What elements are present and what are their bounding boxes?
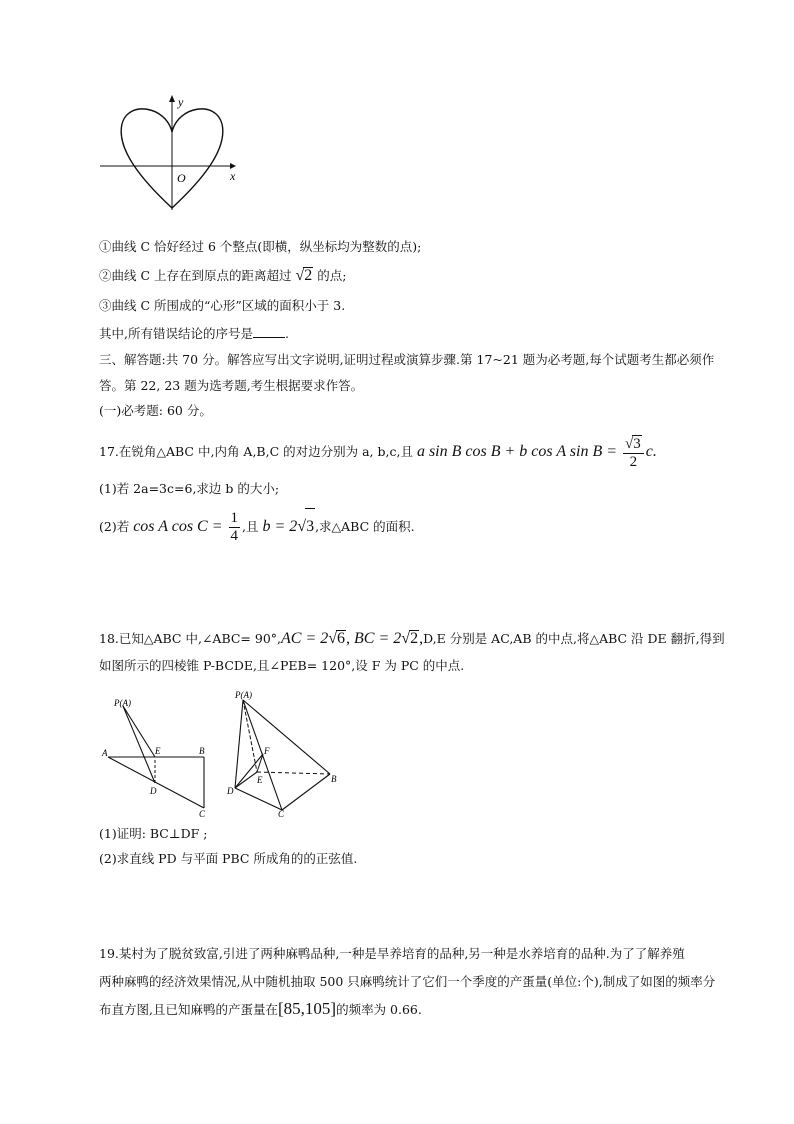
q18-stem: 18.已知△ABC 中,∠ABC= 90°,AC = 2√6, BC = 2√2,D,E 分别是 AC,AB 的中点,将△ABC 沿 DE 翻折,得到 [99,630,725,647]
q18-radicand-ac: 6 [337,630,346,647]
edge-eb-dashed [257,772,330,774]
required-questions-header: (一)必考题: 60 分。 [99,403,212,418]
q17-frac-denominator: 2 [629,453,638,470]
segment-pe [123,706,155,757]
answer-blank [253,325,285,338]
label-d: D [150,786,157,796]
label-e-right: E [257,775,263,785]
edge-pd [235,700,243,788]
label-a: A [102,748,108,758]
q18-stem-text: 18.已知△ABC 中,∠ABC= 90°, [99,631,282,646]
wrong-conclusion-question [99,325,289,342]
segment-ac [108,757,204,808]
q17-part2-fraction [229,510,241,545]
q17-frac-numerator: 3 [633,435,641,452]
q17-part2-formula: cos A cos C = [133,518,223,535]
q18-formula-bc: BC = 2 [354,630,402,647]
section-instructions-line1: 三、解答题:共 70 分。解答应写出文字说明,证明过程或演算步骤.第 17~21 题为必考题,每个试题考生都必须作 [99,352,715,367]
q17-formula: a sin B cos B + b cos A sin B = [416,443,618,460]
y-axis-label: y [178,95,184,109]
q17-part1: (1)若 2a=3c=6,求边 b 的大小; [99,481,280,496]
q19-line2: 两种麻鸭的经济效果情况,从中随机抽取 500 只麻鸭统计了它们一个季度的产蛋量(单位:个),制成了如图的频率分 [99,974,716,989]
q19-line3 [99,999,422,1020]
q19-interval: [85,105] [277,999,337,1018]
q19-line3-tail: 的频率为 0.66. [336,1002,422,1017]
q17-tail: c. [645,443,657,460]
label-p: P(A) [114,698,131,708]
q18-stem-line2: 如图所示的四棱锥 P-BCDE,且∠PEB= 120°,设 F 为 PC 的中点. [99,658,465,673]
label-d-right: D [227,786,234,796]
x-axis-label: x [230,169,236,183]
q17-part2-radicand: 3 [305,508,315,545]
q17-part2-and: ,且 [242,519,259,534]
label-c: C [199,809,206,818]
segment-ef [257,754,263,772]
q17-part2-numerator: 1 [230,510,239,526]
q18-formula-ac: AC = 2 [281,630,329,647]
label-f: F [264,746,270,756]
q17-part2-label: (2)若 [99,519,130,534]
heart-curve-figure [96,94,246,212]
q18-part1: (1)证明: BC⊥DF ; [99,826,208,841]
section-instructions-line2: 答。第 22, 23 题为选考题,考生根据要求作答。 [99,378,364,393]
origin-label: O [177,171,186,185]
question-text: 其中,所有错误结论的序号是 [99,326,253,341]
statement-1: ①曲线 C 恰好经过 6 个整点(即横，纵坐标均为整数的点); [99,239,422,254]
q17-part2-denominator: 4 [230,528,239,544]
q17-part2: (2)若 cos A cos C = $\frac{1}{4}$ ,且 b = 2√3,求△ABC 的面积. [99,510,415,544]
q17-part2-tail: ,求△ABC 的面积. [315,519,415,534]
fold-triangle-figure [98,694,216,818]
y-axis-arrow [169,95,175,102]
question-end: . [284,326,289,341]
q17-part2-formula2: b = 2 [262,518,298,535]
edge-cb [282,774,330,810]
q18-part2: (2)求直线 PD 与平面 PBC 所成角的的正弦值. [99,851,358,866]
label-p-right: P(A) [235,690,252,700]
pyramid-figure [226,686,344,818]
q19-line3-text: 布直方图,且已知麻鸭的产蛋量在 [99,1002,278,1017]
statement-2-radicand: 2 [304,267,313,284]
statement-2: ②曲线 C 上存在到原点的距离超过 √2 的点; [99,267,347,284]
q19-line1: 19.某村为了脱贫致富,引进了两种麻鸭品种,一种是旱养培育的品种,另一种是水养培育的品种.为了了解养殖 [99,946,685,961]
statement-2-text: ②曲线 C 上存在到原点的距离超过 [99,268,292,283]
label-e: E [155,746,161,756]
statement-2-tail: 的点; [317,268,347,283]
statement-3: ③曲线 C 所围成的“心形”区域的面积小于 3. [99,298,346,313]
q17-stem-text: 17.在锐角△ABC 中,内角 A,B,C 的对边分别为 a, b,c,且 [99,444,413,459]
label-b: B [199,746,205,756]
label-b-right: B [331,774,337,784]
q17-fraction: $\frac{√3}{2}$ [623,435,644,471]
segment-pd [123,706,155,783]
q18-stem-tail: D,E 分别是 AC,AB 的中点,将△ABC 沿 DE 翻折,得到 [423,631,725,646]
q18-radicand-bc: 2 [410,630,419,647]
label-c-right: C [278,809,285,818]
q17-stem [99,433,657,471]
